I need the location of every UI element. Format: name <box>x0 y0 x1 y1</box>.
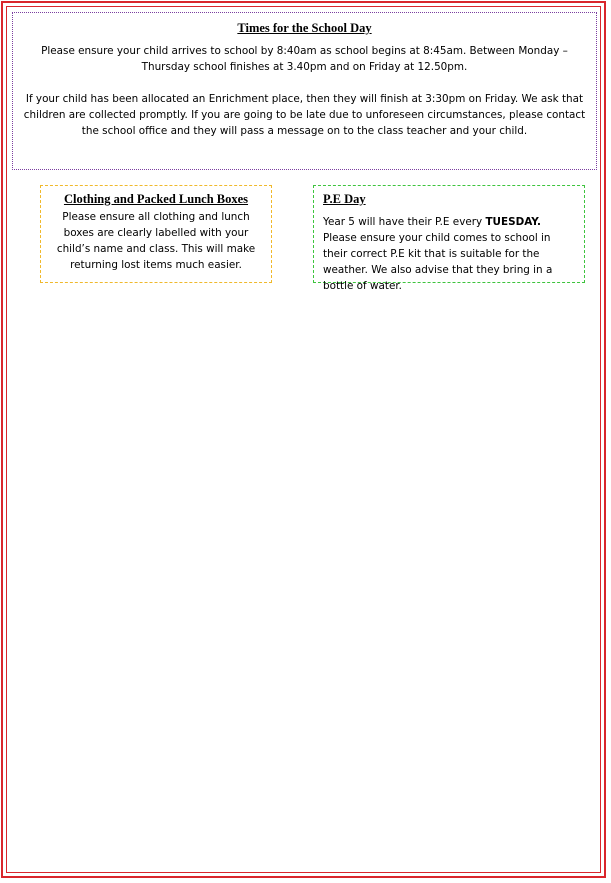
pe-day-body-start: Year 5 will have their P.E every <box>323 216 486 228</box>
clothing-lunch-heading: Clothing and Packed Lunch Boxes <box>63 192 249 206</box>
pe-day-notice <box>313 185 585 292</box>
pe-day-body <box>323 214 576 294</box>
clothing-lunch-body: Please ensure all clothing and lunch boxes are clearly labelled with your child’s name and class. This will make returning lost items much easier. <box>56 211 256 271</box>
school-day-times-paragraph-1: Please ensure your child arrives to school by 8:40am as school begins at 8:45am. Between Monday – Thursday school finishes at 3.40pm and on Friday at 12.50pm. <box>41 45 568 73</box>
pe-day-heading: P.E Day <box>323 192 366 206</box>
school-day-times-paragraph-2: If your child has been allocated an Enrichment place, then they will finish at 3:30pm on Friday. We ask that children are collected promptly. If you are going to be late due to unforeseen circumstances, please contact the school office and they will pass a message on to the class teacher and your child. <box>23 93 586 137</box>
school-day-times-heading: Times for the School Day <box>237 21 372 35</box>
pe-day-body-end: Please ensure your child comes to school in their correct P.E kit that is suitable for the weather. We also advise that they bring in a bottle of water. <box>323 232 553 292</box>
school-day-times-box <box>12 12 597 170</box>
clothing-lunch-box-notice <box>40 185 272 283</box>
pe-day-weekday: TUESDAY. <box>485 216 541 228</box>
